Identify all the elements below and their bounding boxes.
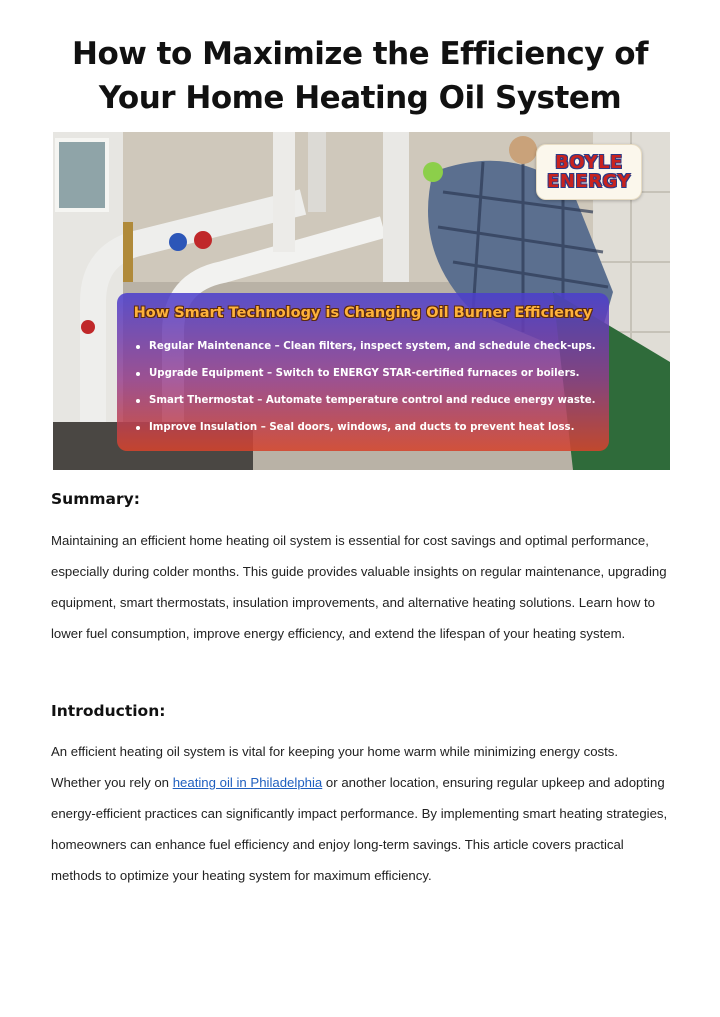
overlay-title: How Smart Technology is Changing Oil Burner Efficiency xyxy=(133,305,593,321)
introduction-heading: Introduction: xyxy=(51,702,166,720)
tip-item: Improve Insulation – Seal doors, windows, and ducts to prevent heat loss. xyxy=(135,420,596,447)
summary-heading: Summary: xyxy=(51,490,140,508)
summary-paragraph: Maintaining an efficient home heating oil system is essential for cost savings and optimal performance, especially during colder months. This guide provides valuable insights on regular maintenance, upgrading equipment, smart thermostats, insulation improvements, and alternative heating solutions. Learn how to lower fuel consumption, improve energy efficiency, and extend the lifespan of your heating system. xyxy=(51,533,667,641)
page-title-line-2: Your Home Heating Oil System xyxy=(98,80,622,116)
page-title xyxy=(40,32,680,120)
tip-item: Upgrade Equipment – Switch to ENERGY STAR-certified furnaces or boilers. xyxy=(135,366,596,393)
tip-item: Regular Maintenance – Clean filters, inspect system, and schedule check-ups. xyxy=(135,339,596,366)
intro-text-before-link: An efficient heating oil system is vital for keeping your home warm while minimizing energy costs. Whether you rely on xyxy=(51,744,619,790)
tips-overlay-panel xyxy=(117,293,609,451)
intro-text-after-link: or another location, ensuring regular upkeep and adopting energy-efficient practices can significantly impact performance. By implementing smart heating strategies, homeowners can enhance fuel efficiency and enjoy long-term savings. This article covers practical methods to optimize your heating system for maximum efficiency. xyxy=(51,775,668,883)
hero-image xyxy=(53,132,670,470)
logo-line-2: ENERGY xyxy=(547,171,631,192)
introduction-paragraph xyxy=(51,736,671,891)
heating-oil-philadelphia-link[interactable]: heating oil in Philadelphia xyxy=(172,775,323,790)
tip-item: Smart Thermostat – Automate temperature control and reduce energy waste. xyxy=(135,393,596,420)
page-title-line-1: How to Maximize the Efficiency of xyxy=(72,36,648,72)
tips-list xyxy=(135,339,596,447)
logo-line-1: BOYLE xyxy=(555,152,623,173)
boyle-energy-logo xyxy=(536,144,642,200)
